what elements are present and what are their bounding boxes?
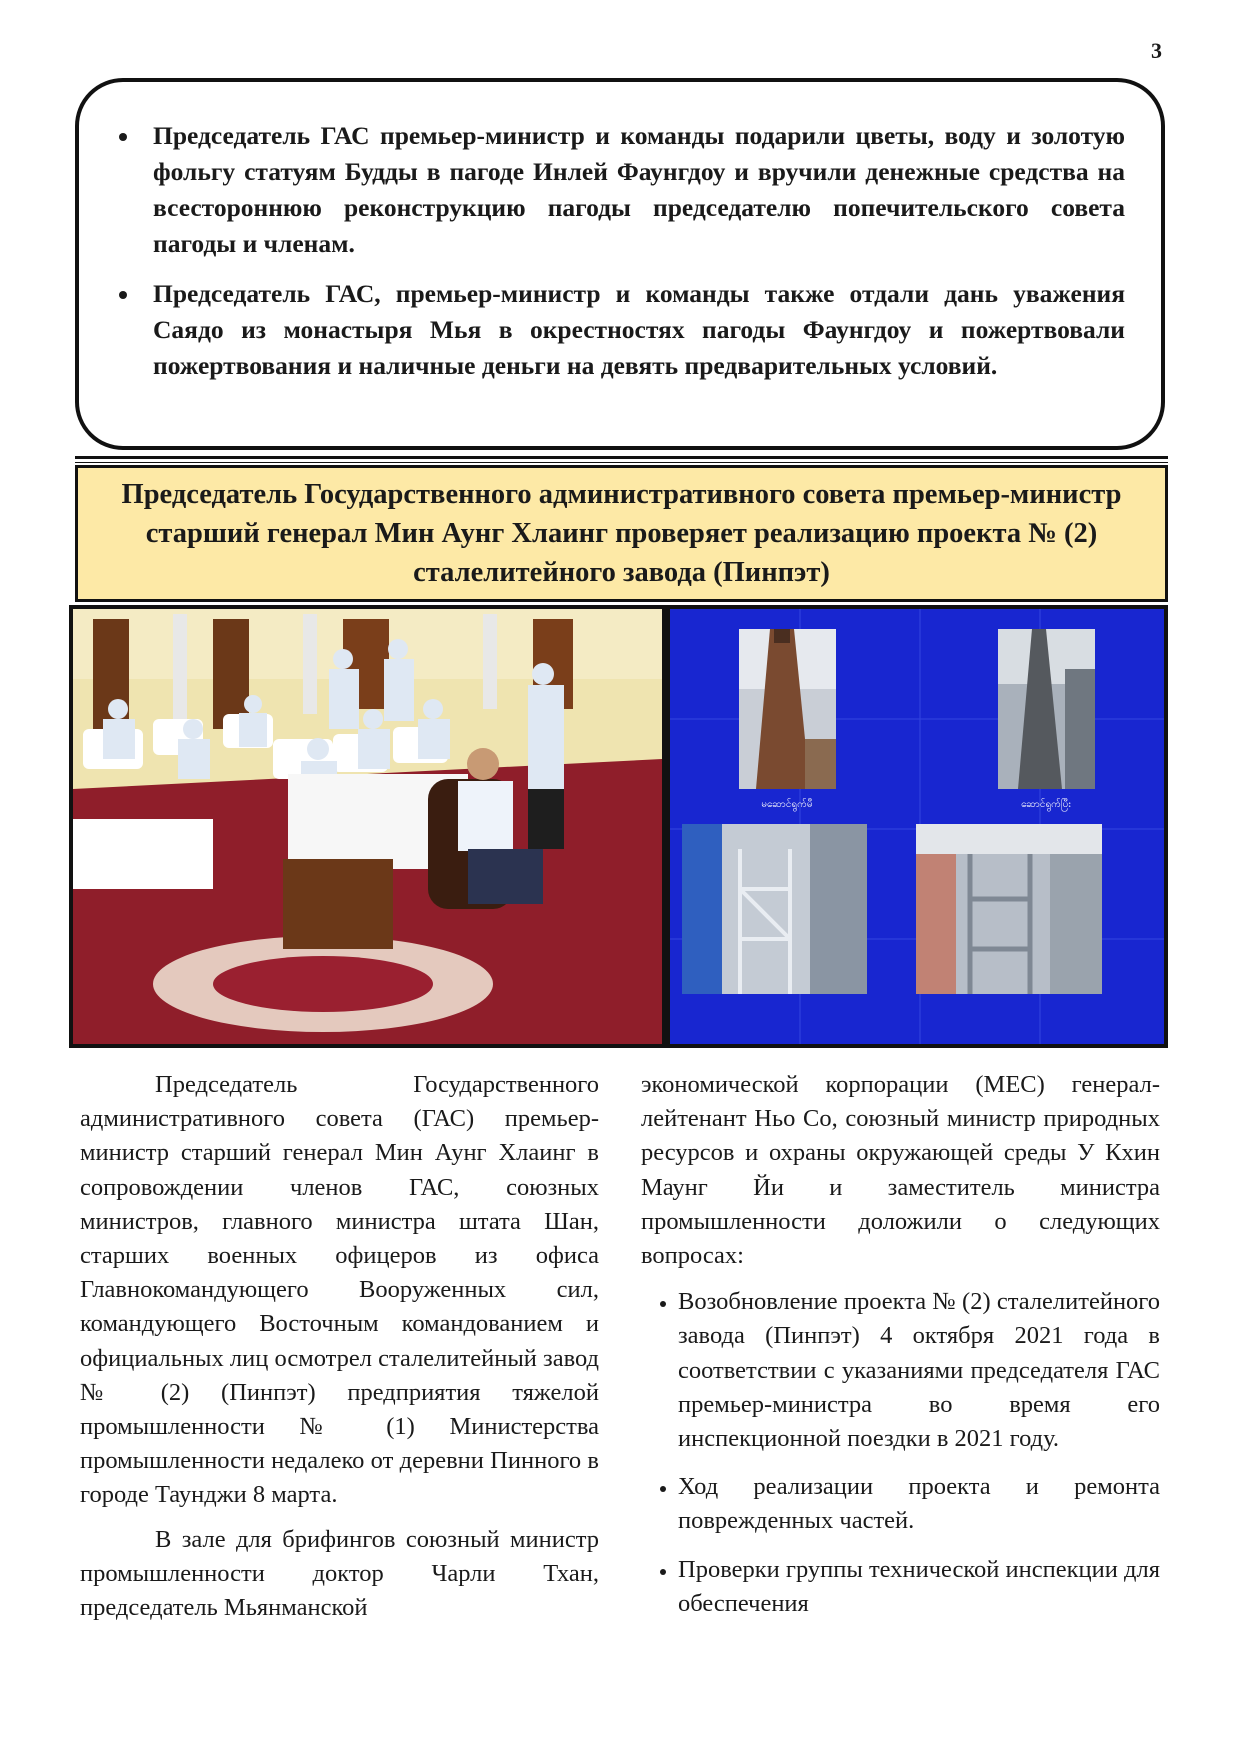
article-headline: Председатель Государственного административного совета премьер-министр старший генерал Мин Аунг Хлаинг проверяет реализацию проекта № (2) сталелитейного завода (Пинпэт) [75, 465, 1168, 602]
highlight-item: • Председатель ГАС, премьер-министр и команды также отдали дань уважения Саядо из монастыря Мья в окрестностях пагоды Фаунгдоу и пожертвовали пожертвования и наличные деньги на девять предварительных условий. [141, 276, 1125, 384]
divider-rule [75, 456, 1168, 459]
report-item: • Возобновление проекта № (2) сталелитейного завода (Пинпэт) 4 октября 2021 года в соответствии с указаниями председателя ГАС премьер-министра во время его инспекционной поездки в 2021 году. [678, 1285, 1160, 1456]
before-after-illustration [670, 609, 1164, 1044]
article-paragraph: В зале для брифингов союзный министр промышленности доктор Чарли Тхан, председатель Мьянманской [80, 1525, 599, 1622]
report-item: • Ход реализации проекта и ремонта поврежденных частей. [678, 1470, 1160, 1538]
briefing-hall-illustration [73, 609, 662, 1044]
page-number: 3 [1151, 38, 1162, 63]
article-column-right [641, 1068, 1160, 1635]
highlight-item: • Председатель ГАС премьер-министр и команды подарили цветы, воду и золотую фольгу статуям Будды в пагоде Инлей Фаунгдоу и вручили денежные средства на всестороннюю реконструкцию пагоды председателю попечительского совета пагоды и членам. [141, 118, 1125, 262]
report-items-list [641, 1285, 1160, 1621]
article-paragraph: Председатель Государственного административного совета (ГАС) премьер-министр старший генерал Мин Аунг Хлаинг в сопровождении членов ГАС, союзных министров, главного министра штата Шан, старших военных офицеров из офиса Главнокомандующего Вооруженных сил, командующего Восточным командованием и официальных лиц осмотрел сталелитейный завод № (2) (Пинпэт) предприятия тяжелой промышленности № (1) Министерства промышленности недалеко от деревни Пинного в городе Таунджи 8 марта. [80, 1071, 599, 1509]
after-caption: ဆောင်ရွက်ပြီး [1021, 799, 1071, 810]
article-column-left [80, 1068, 599, 1625]
before-after-collage [666, 605, 1168, 1048]
highlights-box [75, 78, 1165, 450]
briefing-hall-photo [69, 605, 666, 1048]
highlights-list [79, 82, 1161, 384]
before-caption: မဆောင်ရွက်မီ [761, 799, 813, 810]
report-item: • Проверки группы технической инспекции для обеспечения [678, 1553, 1160, 1621]
article-paragraph: экономической корпорации (МЕС) генерал-лейтенант Ньо Со, союзный министр природных ресурсов и охраны окружающей среды У Кхин Маунг Йи и заместитель министра промышленности доложили о следующих вопросах: [641, 1071, 1160, 1270]
divider-rule-thin [75, 462, 1168, 463]
